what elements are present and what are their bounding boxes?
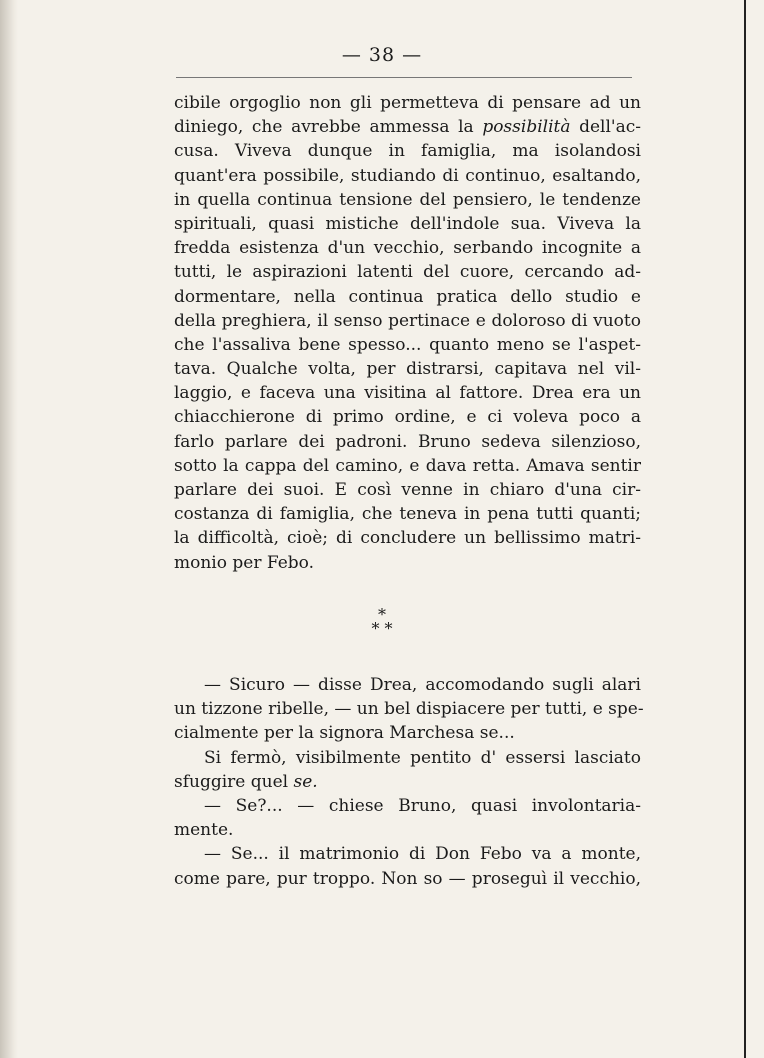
text-line: — Se... il matrimonio di Don Febo va a monte,	[204, 844, 641, 865]
text-line: come pare, pur troppo. Non so — proseguì il vecchio,	[174, 868, 641, 889]
page-number: — 38 —	[341, 44, 423, 66]
text-line: monio per Febo.	[174, 552, 315, 573]
text-line: parlare dei suoi. E così venne in chiaro d'una cir-	[174, 480, 641, 500]
text-line: mente.	[174, 820, 234, 841]
text-line: la difficoltà, cioè; di concludere un bellissimo matri-	[174, 528, 641, 549]
text-line: della preghiera, il senso pertinace e doloroso di vuoto	[174, 310, 641, 331]
text-line: farlo parlare dei padroni. Bruno sedeva silenzioso,	[174, 431, 641, 452]
text-line: fredda esistenza d'un vecchio, serbando incognite a	[174, 238, 641, 259]
text-line: quant'era possibile, studiando di continuo, esaltando,	[174, 165, 641, 186]
text-line: — Se?... — chiese Bruno, quasi involontaria-	[204, 795, 641, 816]
text-line: diniego, che avrebbe ammessa la possibilità dell'ac-	[174, 117, 642, 138]
binding-shadow	[0, 0, 18, 1058]
paragraph-2	[174, 673, 644, 891]
text-line: costanza di famiglia, che teneva in pena tutti quanti;	[174, 504, 641, 525]
section-asterism	[0, 605, 764, 638]
text-line: sotto la cappa del camino, e dava retta. Amava sentir	[174, 455, 641, 476]
header-rule	[176, 77, 632, 78]
text-line: che l'assaliva bene spesso... quanto meno se l'aspet-	[174, 334, 641, 355]
text-line: — Sicuro — disse Drea, accomodando sugli alari	[204, 675, 641, 695]
text-line: Si fermò, visibilmente pentito d' essersi lasciato	[204, 747, 641, 768]
text-line: tutti, le aspirazioni latenti del cuore, cercando ad-	[174, 262, 641, 283]
text-line: sfuggire quel se.	[174, 771, 318, 792]
asterism-bottom: * *	[371, 619, 393, 638]
text-line: laggio, e faceva una visitina al fattore. Drea era un	[174, 383, 641, 404]
asterism-top: *	[378, 605, 386, 624]
paragraph-1	[174, 91, 641, 575]
page-edge-line	[744, 0, 746, 1058]
text-line: dormentare, nella continua pratica dello studio e	[174, 286, 641, 307]
text-line: cibile orgoglio non gli permetteva di pensare ad un	[174, 93, 641, 113]
text-line: chiacchierone di primo ordine, e ci voleva poco a	[174, 407, 641, 428]
text-line: cialmente per la signora Marchesa se...	[174, 723, 515, 744]
text-line: un tizzone ribelle, — un bel dispiacere per tutti, e spe-	[174, 699, 644, 720]
text-line: spirituali, quasi mistiche dell'indole sua. Viveva la	[174, 213, 641, 234]
text-line: tava. Qualche volta, per distrarsi, capitava nel vil-	[174, 359, 641, 380]
text-line: in quella continua tensione del pensiero, le tendenze	[174, 189, 641, 210]
text-line: cusa. Viveva dunque in famiglia, ma isolandosi	[174, 141, 641, 162]
